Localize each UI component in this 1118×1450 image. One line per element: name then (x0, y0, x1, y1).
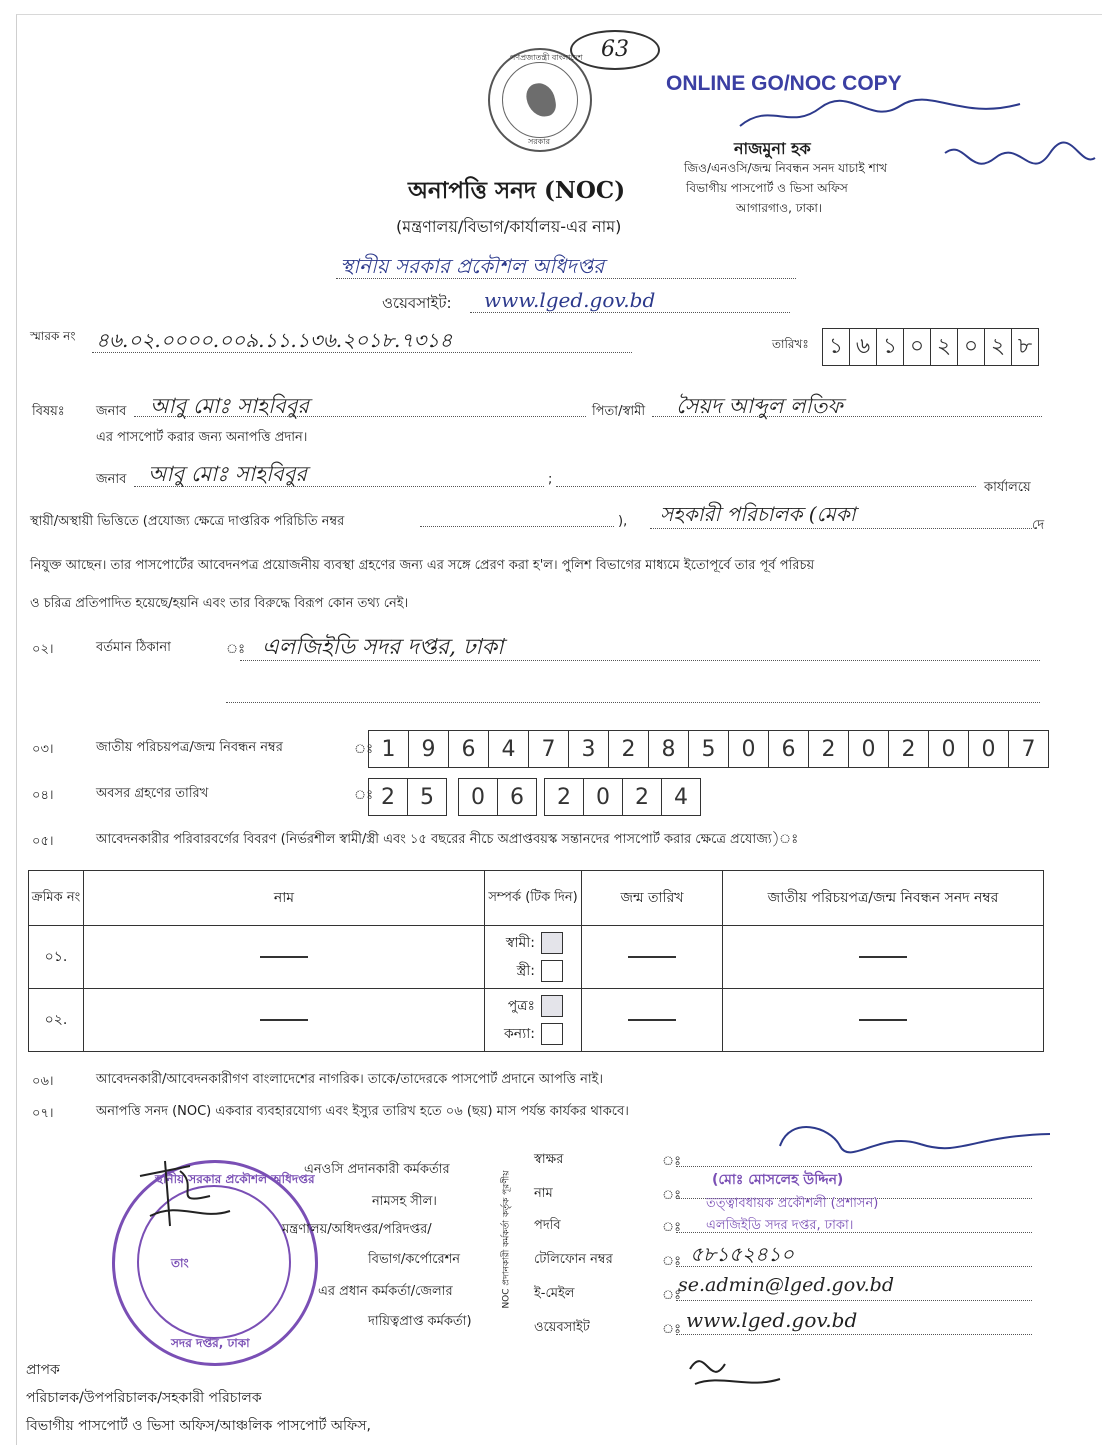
bottom-initial-scribble (680, 1344, 790, 1394)
family-table (28, 870, 1044, 1052)
officer-line-1: জিও/এনওসি/জন্ম নিবন্ধন সনদ যাচাই শাখ (684, 161, 888, 175)
row-serial: ০২. (29, 989, 84, 1052)
colon: ঃ (662, 1254, 682, 1269)
para-line-2-close: ), (618, 514, 628, 529)
table-row (29, 989, 1044, 1052)
empty-dash (859, 956, 907, 958)
empty-dash (260, 956, 308, 958)
sign-left-line-6: দায়িত্বপ্রাপ্ত কর্মকর্তা) (368, 1314, 472, 1329)
relation-label: পুত্রঃ (507, 998, 535, 1014)
digit-box: 8 (649, 731, 689, 767)
phone-handwritten: ৫৮১৫২৪১০ (690, 1242, 794, 1266)
relation-checkbox[interactable] (541, 960, 563, 982)
sign-left-line-5: এর প্রধান কর্মকর্তা/জেলার (318, 1284, 453, 1299)
row-relation-cell (485, 926, 582, 989)
colon: ঃ (662, 1322, 682, 1337)
item02-label: বর্তমান ঠিকানা (96, 640, 171, 655)
retire-month-boxes (458, 778, 537, 816)
para-office-line (556, 486, 976, 487)
digit-box: 2 (609, 731, 649, 767)
subject-name-line (134, 416, 586, 417)
para-line-2-end: দে (1032, 518, 1045, 533)
digit-box: 6 (769, 731, 809, 767)
office-stamp: এলজিইডি সদর দপ্তর, ঢাকা। (706, 1218, 854, 1233)
para-mr-label: জনাব (96, 472, 127, 487)
item03-number: ০৩। (32, 742, 54, 757)
subject-label: বিষয়ঃ (32, 404, 65, 419)
item02-colon: ঃ (226, 642, 246, 657)
row-nid-cell (723, 989, 1044, 1052)
para-name-line (134, 486, 544, 487)
government-seal (488, 48, 592, 152)
stamp-signature-scribble (730, 96, 1030, 136)
website-label: ওয়েবসাইট: (382, 294, 452, 312)
digit-box: 7 (529, 731, 569, 767)
nid-boxes (368, 730, 1049, 768)
digit-box: 0 (459, 779, 498, 815)
relation-checkbox[interactable] (541, 1023, 563, 1045)
colon: ঃ (662, 1154, 682, 1169)
digit-box: 0 (729, 731, 769, 767)
memo-line (92, 352, 632, 353)
sign-left-line-1: এনওসি প্রদানকারী কর্মকর্তার (304, 1162, 450, 1177)
digit-box: 2 (889, 731, 929, 767)
table-row (29, 926, 1044, 989)
officer-signature-scribble (770, 1116, 1060, 1166)
relation-checkbox[interactable] (541, 932, 563, 954)
vertical-label: NOC প্রদানকারী কর্মকর্তা কর্তৃক পূরণীয় (501, 1170, 512, 1309)
row-dob-cell (582, 926, 723, 989)
para-office-id-line (420, 526, 614, 527)
online-copy-stamp: ONLINE GO/NOC COPY (666, 72, 902, 95)
colon: ঃ (662, 1220, 682, 1235)
item04-label: অবসর গ্রহণের তারিখ (96, 786, 209, 801)
para-line-2: স্থায়ী/অস্থায়ী ভিত্তিতে (প্রযোজ্য ক্ষেত্রে দাপ্তরিক পরিচিতি নম্বর (30, 514, 345, 529)
email-handwritten: se.admin@lged.gov.bd (678, 1274, 894, 1296)
colon: ঃ (662, 1188, 682, 1203)
subject-name-handwritten: আবু মোঃ সাহবিবুর (150, 394, 309, 418)
col-name-header: নাম (84, 871, 485, 926)
relation-label: স্ত্রী: (516, 963, 535, 979)
designation-line (650, 528, 1032, 529)
address-line-1 (240, 660, 1040, 661)
office-name-line (336, 278, 796, 279)
retire-day-boxes (368, 778, 447, 816)
item03-label: জাতীয় পরিচয়পত্র/জন্ম নিবন্ধন নম্বর (96, 740, 283, 755)
name-stamp: (মোঃ মোসলেহ উদ্দিন) (712, 1172, 844, 1188)
digit-box: ০ (958, 329, 985, 365)
empty-dash (628, 1019, 676, 1021)
para-semicolon: ; (548, 472, 553, 487)
digit-box: 2 (809, 731, 849, 767)
subject-line-2: এর পাসপোর্ট করার জন্য অনাপত্তি প্রদান। (96, 430, 308, 445)
digit-box: 6 (510, 784, 524, 810)
officer-name: নাজমুনা হক (734, 139, 811, 158)
website-handwritten: www.lged.gov.bd (484, 288, 656, 312)
email-line (676, 1300, 1032, 1301)
row-name-cell (84, 926, 485, 989)
father-name-handwritten: সৈয়দ আব্দুল লতিফ (676, 394, 843, 418)
field-signature-label: স্বাক্ষর (534, 1152, 564, 1167)
seal-text-bottom: সরকার (528, 137, 551, 146)
recipient-line-1: পরিচালক/উপপরিচালক/সহকারী পরিচালক (26, 1390, 262, 1406)
document-subtitle: (মন্ত্রণালয়/বিভাগ/কার্যালয়-এর নাম) (396, 217, 622, 236)
empty-dash (260, 1019, 308, 1021)
relation-checkbox[interactable] (541, 995, 563, 1017)
row-name-cell (84, 989, 485, 1052)
memo-label: স্মারক নং (30, 329, 76, 343)
digit-box: 3 (569, 731, 609, 767)
memo-number-handwritten: ৪৬.০২.০০০০.০০৯.১১.১৩৬.২০১৮.৭৩১৪ (96, 328, 453, 352)
digit-box: 9 (409, 731, 449, 767)
digit-box: ৬ (850, 329, 877, 365)
col-dob-header: জন্ম তারিখ (582, 871, 723, 926)
website-field-line (676, 1334, 1032, 1335)
designation-handwritten: সহকারী পরিচালক (মেকা (660, 502, 856, 526)
row-nid-cell (723, 926, 1044, 989)
website-field-handwritten: www.lged.gov.bd (686, 1308, 858, 1332)
father-label: পিতা/স্বামী (592, 404, 646, 419)
para-line-4: ও চরিত্র প্রতিপাদিত হয়েছে/হয়নি এবং তার বিরুদ্ধে বিরূপ কোন তথ্য নেই। (30, 596, 409, 611)
digit-box: 0 (929, 731, 969, 767)
row-serial: ০১. (29, 926, 84, 989)
handwritten-number: 63 (570, 30, 660, 70)
digit-box: 0 (584, 779, 623, 815)
digit-box: 0 (849, 731, 889, 767)
sign-left-line-3: মন্ত্রণালয়/অধিদপ্তর/পরিদপ্তর/ (282, 1222, 432, 1237)
item04-number: ০৪। (32, 788, 54, 803)
field-name-label: নাম (534, 1186, 553, 1201)
digit-box: 2 (369, 779, 408, 815)
website-line (470, 312, 790, 313)
col-relation-header: সম্পর্ক (টিক দিন) (485, 871, 582, 926)
digit-box: ১ (823, 329, 850, 365)
seal-bottom-text: সদর দপ্তর, ঢাকা (171, 1336, 250, 1350)
digit-box: 0 (969, 731, 1009, 767)
sign-line (676, 1166, 1032, 1167)
address-line-2 (226, 702, 1040, 703)
item02-number: ০২। (32, 642, 54, 657)
item07-number: ০৭। (32, 1106, 54, 1121)
recipient-line-2: বিভাগীয় পাসপোর্ট ও ভিসা অফিস/আঞ্চলিক পাসপোর্ট অফিস, (26, 1418, 371, 1434)
document-title: অনাপত্তি সনদ (NOC) (408, 177, 626, 204)
digit-box: 4 (489, 731, 529, 767)
empty-dash (859, 1019, 907, 1021)
digit-box: 2 (545, 779, 584, 815)
item04-colon: ঃ (354, 788, 374, 803)
digit-box: 4 (674, 784, 688, 810)
item05-number: ০৫। (32, 834, 54, 849)
field-designation-label: পদবি (534, 1218, 561, 1233)
digit-box: ২ (931, 329, 958, 365)
digit-box: 5 (420, 784, 434, 810)
empty-dash (628, 956, 676, 958)
digit-box: 2 (623, 779, 662, 815)
officer-line-2: বিভাগীয় পাসপোর্ট ও ভিসা অফিস (686, 181, 848, 195)
seal-center-text: তাং (171, 1256, 189, 1270)
item07-text: অনাপত্তি সনদ (NOC) একবার ব্যবহারযোগ্য এবং ইস্যুর তারিখ হতে ০৬ (ছয়) মাস পর্যন্ত কার্যকর থাকবে। (96, 1104, 629, 1119)
para-name-handwritten: আবু মোঃ সাহবিবুর (148, 462, 307, 486)
office-name-handwritten: স্থানীয় সরকার প্রকৌশল অধিদপ্তর (340, 254, 605, 278)
digit-box: 6 (449, 731, 489, 767)
field-website-label: ওয়েবসাইট (534, 1320, 590, 1335)
relation-label: কন্যা: (504, 1026, 535, 1042)
recipient-label: প্রাপক (26, 1362, 60, 1378)
digit-box: ৮ (1017, 333, 1033, 359)
col-nid-header: জাতীয় পরিচয়পত্র/জন্ম নিবন্ধন সনদ নম্বর (723, 871, 1044, 926)
digit-box: ১ (877, 329, 904, 365)
relation-label: স্বামী: (505, 935, 535, 951)
officer-line-3: আগারগাও, ঢাকা। (736, 201, 823, 215)
digit-box: 1 (369, 731, 409, 767)
designation-stamp: তত্ত্বাবধায়ক প্রকৌশলী (প্রশাসন) (706, 1196, 879, 1211)
digit-box: 5 (689, 731, 729, 767)
date-label: তারিখঃ (772, 337, 809, 351)
digit-box: 7 (1021, 736, 1036, 762)
subject-mr-label: জনাব (96, 404, 127, 419)
item06-text: আবেদনকারী/আবেদনকারীগণ বাংলাদেশের নাগরিক। তাকে/তাদেরকে পাসপোর্ট প্রদানে আপত্তি নাই। (96, 1072, 604, 1087)
seal-text-top: গণপ্রজাতন্ত্রী বাংলাদেশ (510, 53, 583, 62)
field-phone-label: টেলিফোন নম্বর (534, 1252, 613, 1267)
row-relation-cell (485, 989, 582, 1052)
row-dob-cell (582, 989, 723, 1052)
date-boxes (822, 328, 1039, 366)
para-office-label: কার্যালয়ে (984, 480, 1031, 495)
digit-box: ০ (904, 329, 931, 365)
colon: ঃ (662, 1288, 682, 1303)
item06-number: ০৬। (32, 1074, 54, 1089)
address-handwritten: এলজিইডি সদর দপ্তর, ঢাকা (262, 635, 504, 660)
sign-left-line-2: নামসহ সীল। (372, 1194, 437, 1209)
col-serial-header: ক্রমিক নং (29, 871, 84, 926)
item03-colon: ঃ (354, 742, 374, 757)
head-signature-scribble (130, 1156, 250, 1236)
bangladesh-map-icon (524, 81, 557, 119)
retire-year-boxes (544, 778, 701, 816)
para-line-3: নিযুক্ত আছেন। তার পাসপোর্টের আবেদনপত্র প্রয়োজনীয় ব্যবস্থা গ্রহণের জন্য এর সঙ্গে প্রেরণ করা হ'ল। পুলিশ বিভাগের মাধ্যমে ইতোপূর্বে তার পূর্ব পরিচয় (30, 558, 815, 573)
sign-left-line-4: বিভাগ/কর্পোরেশন (368, 1252, 461, 1267)
side-signature-scribble (940, 138, 1100, 188)
field-email-label: ই-মেইল (534, 1286, 575, 1301)
digit-box: ২ (985, 329, 1012, 365)
item05-label: আবেদনকারীর পরিবারবর্গের বিবরণ (নির্ভরশীল স্বামী/স্ত্রী এবং ১৫ বছরের নীচে অপ্রাপ্তবয়স্ক সন্তানদের পাসপোর্ট করার ক্ষেত্রে প্রযোজ্য)ঃ (96, 832, 799, 847)
seal-outer-text: স্থানীয় সরকার প্রকৌশল অধিদপ্তর (155, 1172, 315, 1186)
father-name-line (652, 416, 1042, 417)
